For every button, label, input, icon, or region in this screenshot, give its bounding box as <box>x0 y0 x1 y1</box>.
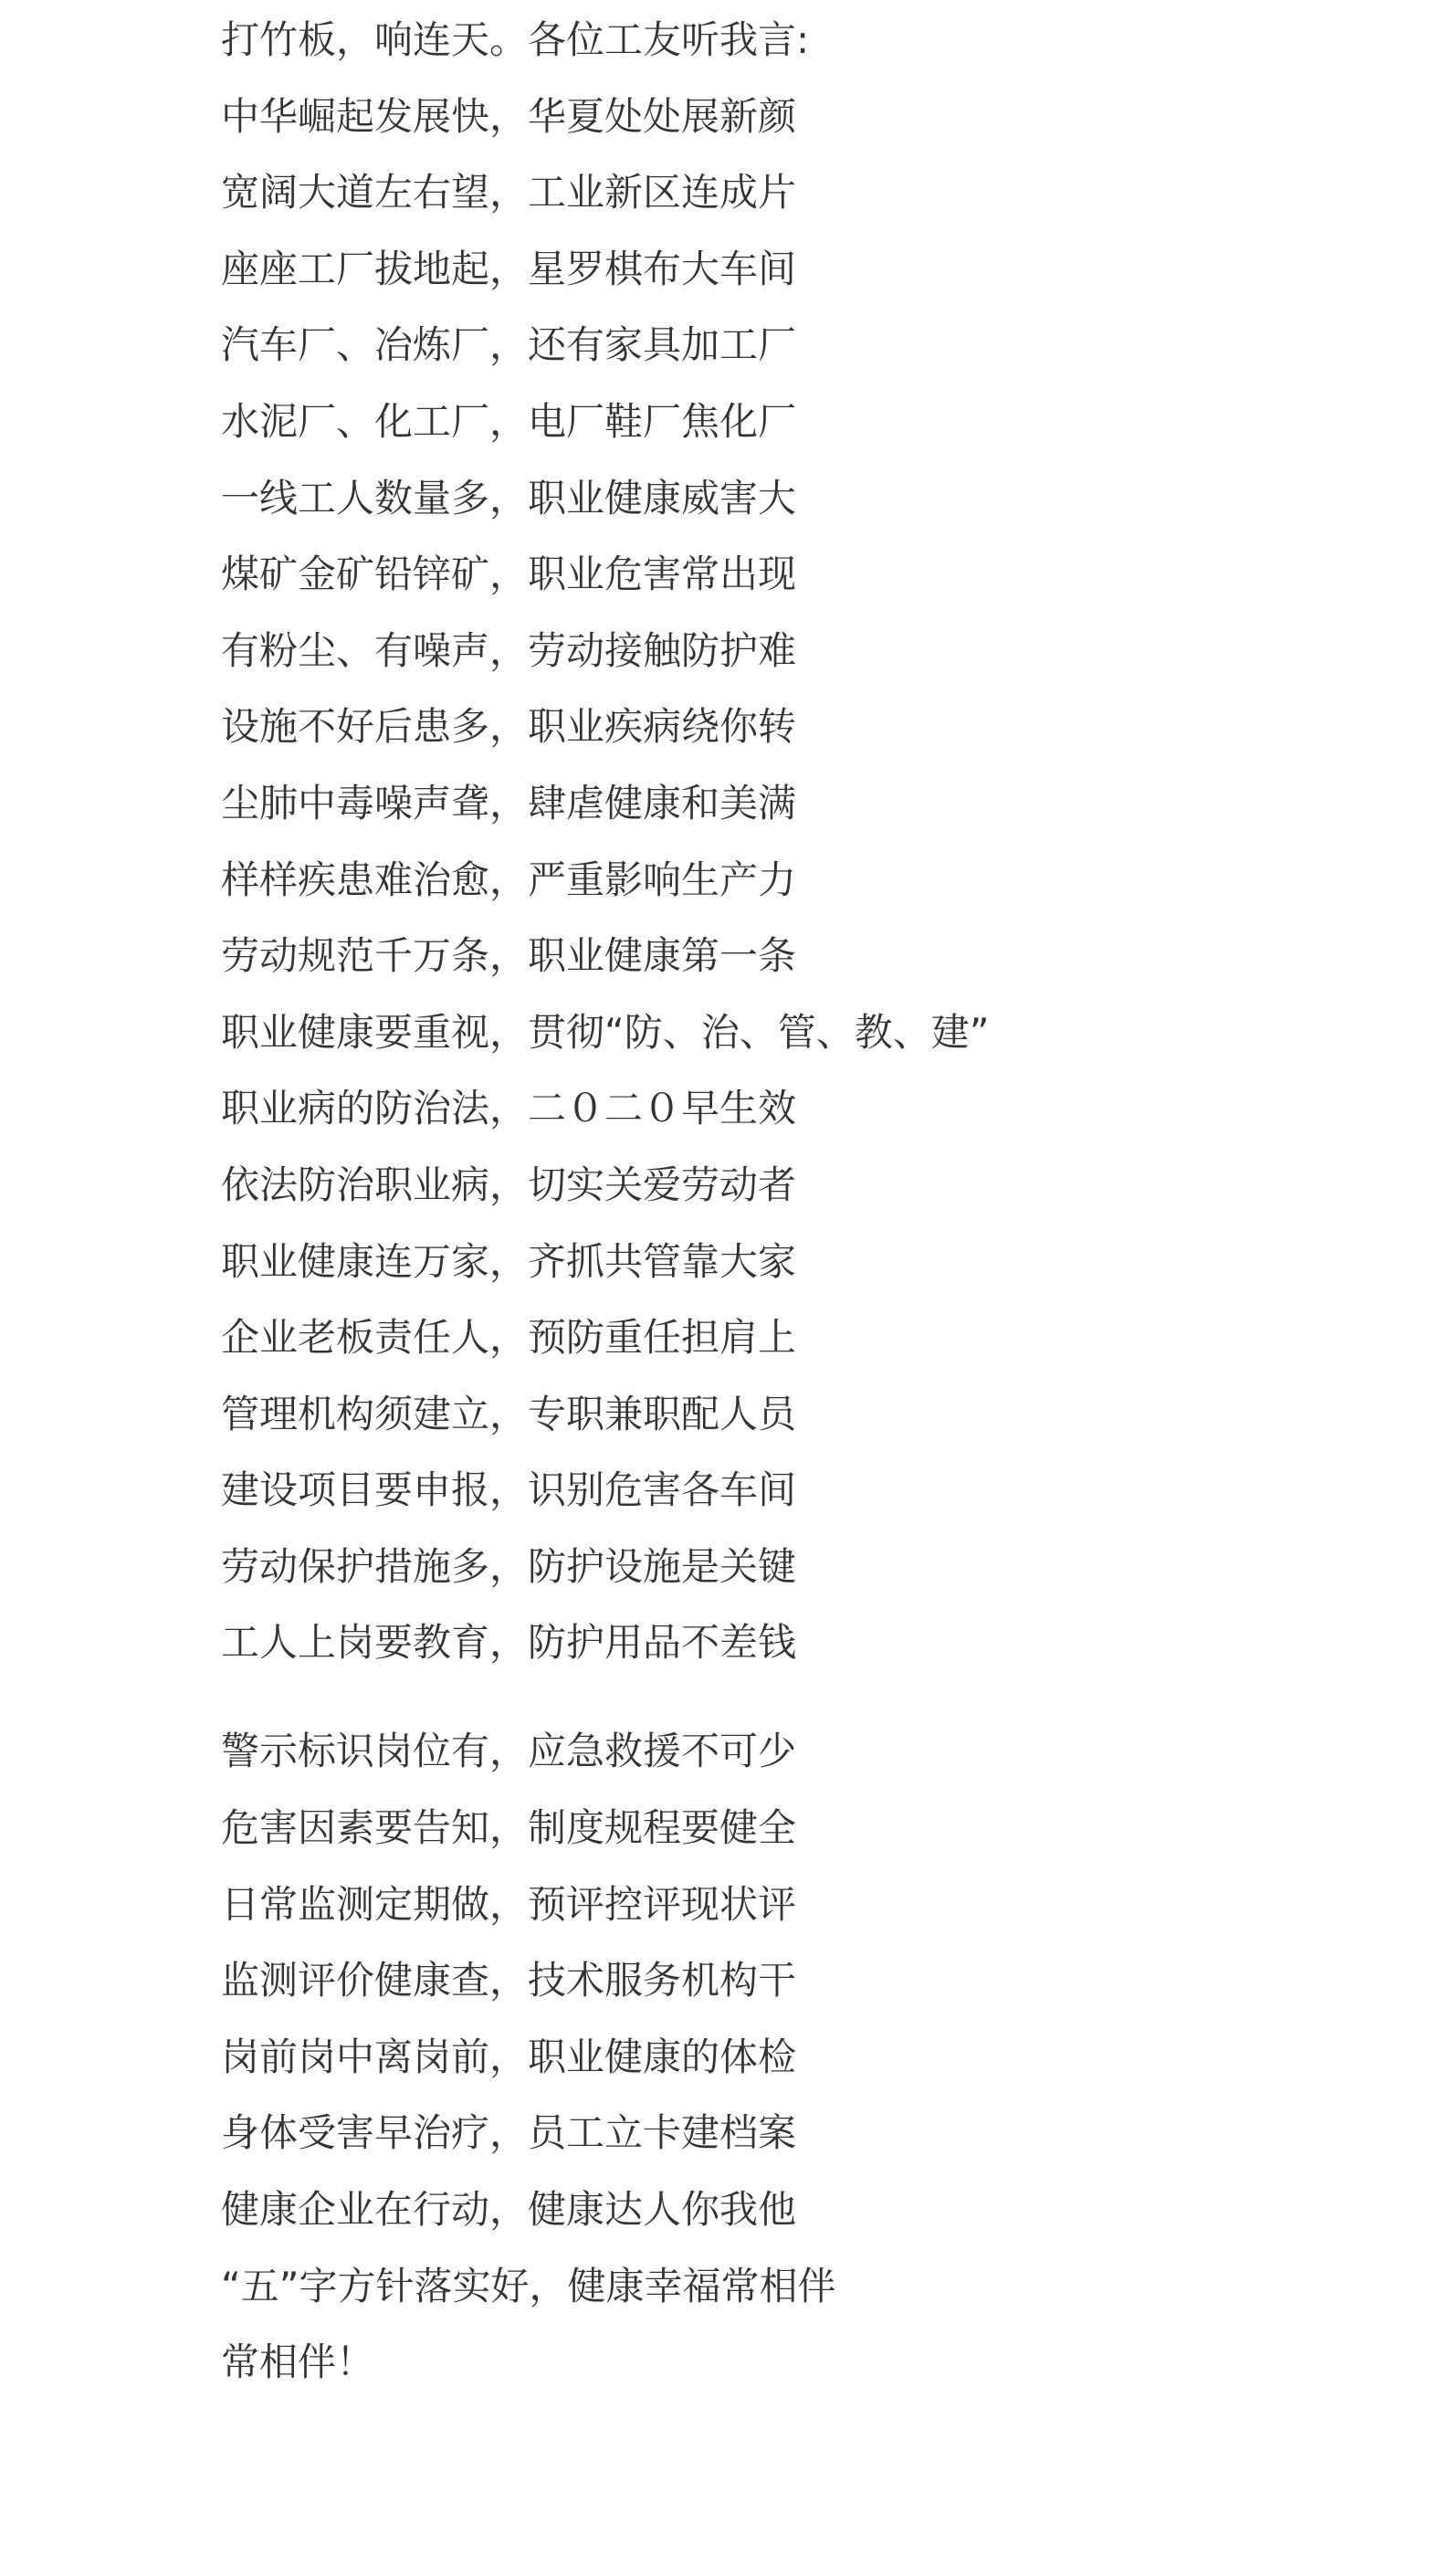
poem-line: 职业健康连万家，齐抓共管靠大家 <box>221 1238 797 1284</box>
poem-line: 监测评价健康查，技术服务机构干 <box>221 1958 797 2003</box>
poem-line: 有粉尘、有噪声，劳动接触防护难 <box>221 627 797 673</box>
poem-line: 健康企业在行动，健康达人你我他 <box>221 2187 797 2233</box>
poem-line: 座座工厂拔地起，星罗棋布大车间 <box>221 246 797 291</box>
poem-line: 日常监测定期做，预评控评现状评 <box>221 1881 797 1927</box>
poem-line: 尘肺中毒噪声聋，肆虐健康和美满 <box>221 780 797 825</box>
poem-line: 工人上岗要教育，防护用品不差钱 <box>221 1620 797 1666</box>
poem-line: 劳动保护措施多，防护设施是关键 <box>221 1543 797 1589</box>
poem-line: 样样疾患难治愈，严重影响生产力 <box>221 857 797 902</box>
poem-line: 管理机构须建立，专职兼职配人员 <box>221 1391 797 1436</box>
poem-line: 设施不好后患多，职业疾病绕你转 <box>221 704 797 750</box>
poem-line: 职业健康要重视，贯彻“防、治、管、教、建” <box>221 1009 990 1055</box>
poem-line: 劳动规范千万条，职业健康第一条 <box>221 933 797 979</box>
poem-line: 打竹板，响连天。各位工友听我言: <box>221 17 810 62</box>
poem-line: 企业老板责任人，预防重任担肩上 <box>221 1315 797 1361</box>
poem-text <box>221 13 990 2412</box>
poem-line: 身体受害早治疗，员工立卡建档案 <box>221 2110 797 2156</box>
poem-line: 职业病的防治法，二０二０早生效 <box>221 1086 797 1131</box>
poem-line: 煤矿金矿铅锌矿，职业危害常出现 <box>221 552 797 597</box>
poem-line: 汽车厂、冶炼厂，还有家具加工厂 <box>221 322 797 368</box>
poem-line: 一线工人数量多，职业健康威害大 <box>221 475 797 520</box>
poem-line: “五”字方针落实好，健康幸福常相伴 <box>221 2263 836 2308</box>
poem-line: 常相伴！ <box>221 2339 375 2385</box>
poem-line: 宽阔大道左右望，工业新区连成片 <box>221 170 797 216</box>
poem-line: 警示标识岗位有，应急救援不可少 <box>221 1729 797 1774</box>
poem-line: 危害因素要告知，制度规程要健全 <box>221 1805 797 1851</box>
poem-line: 岗前岗中离岗前，职业健康的体检 <box>221 2034 797 2079</box>
poem-line: 建设项目要申报，识别危害各车间 <box>221 1467 797 1513</box>
poem-line: 中华崛起发展快，华夏处处展新颜 <box>221 93 797 139</box>
poem-line: 依法防治职业病，切实关爱劳动者 <box>221 1162 797 1207</box>
poem-line: 水泥厂、化工厂，电厂鞋厂焦化厂 <box>221 398 797 444</box>
